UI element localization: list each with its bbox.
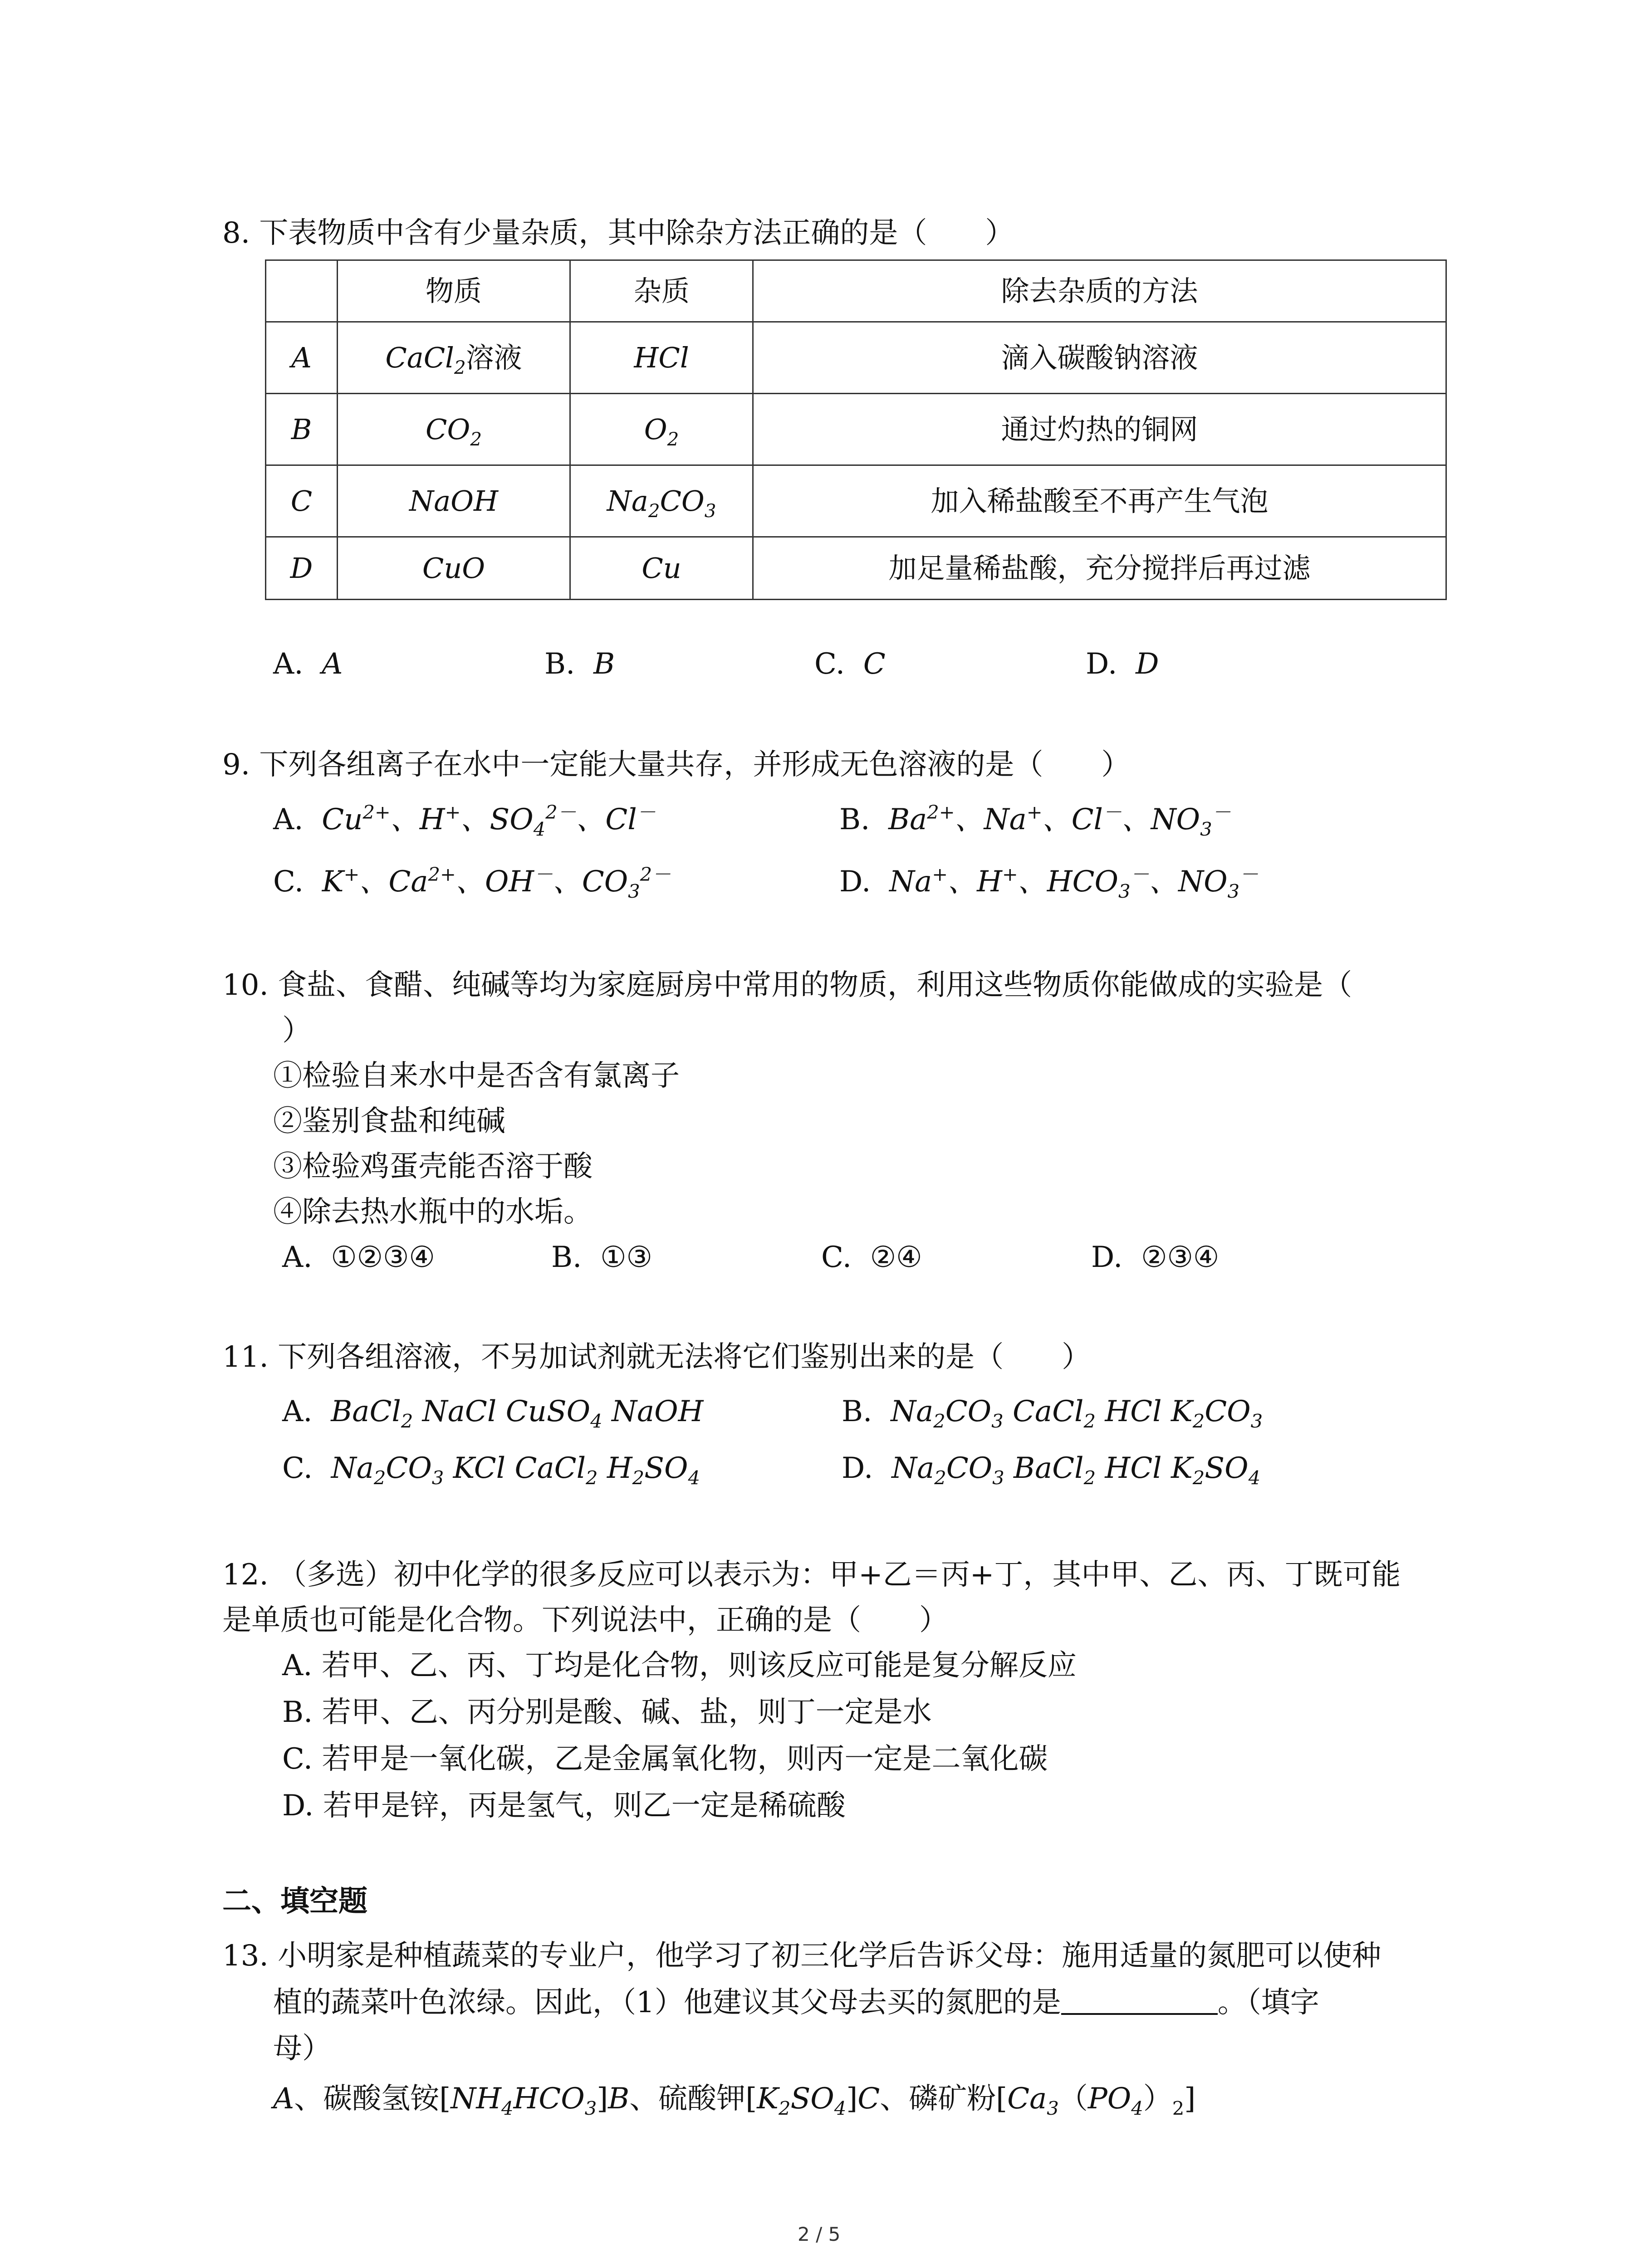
impurity-cell: $O_2$ [570,394,753,465]
q10-item: ④除去热水瓶中的水垢。 [273,1195,593,1229]
row-label: C [266,465,338,537]
q9-option-b[interactable]: B. $Ba^{2+}$、Na+、Cl－、$NO_3^-$ [839,801,1231,841]
q8-stem: 8. 下表物质中含有少量杂质，其中除杂方法正确的是（ ） [222,216,1014,250]
substance-cell: CaCl$_2$溶液 [338,322,570,394]
q10-item: ②鉴别食盐和纯碱 [273,1105,505,1138]
substance-cell: CuO [338,537,570,600]
q12-stem: 12. （多选）初中化学的很多反应可以表示为：甲+乙＝丙+丁，其中甲、乙、丙、丁既可能 [222,1558,1401,1592]
q13-line: 植的蔬菜叶色浓绿。因此，（1）他建议其父母去买的氮肥的是 。（填字 [273,1986,1319,2019]
q11-option-d[interactable]: D. $Na_2CO_3$ BaCl$_2$ HCl $K_2SO_4$ [842,1452,1261,1489]
q11-option-b[interactable]: B. $Na_2CO_3$ CaCl$_2$ HCl $K_2CO_3$ [842,1395,1263,1432]
header-cell: 物质 [338,260,570,322]
q9-option-a[interactable]: A. $Cu^{2+}$、H+、$SO_4^{2-}$、Cl－ [273,801,656,841]
q10-option-c[interactable]: C. ②④ [821,1241,922,1274]
q12-option-d[interactable]: D. 若甲是锌，丙是氢气，则乙一定是稀硫酸 [282,1789,846,1823]
impurity-cell: $Na_2CO_3$ [570,465,753,537]
method-cell: 加足量稀盐酸，充分搅拌后再过滤 [753,537,1446,600]
q10-option-a[interactable]: A. ①②③④ [282,1241,435,1274]
table-row [266,465,1446,537]
q10-option-b[interactable]: B. ①③ [551,1241,652,1274]
q11-stem: 11. 下列各组溶液，不另加试剂就无法将它们鉴别出来的是（ ） [222,1340,1091,1374]
q10-item: ③检验鸡蛋壳能否溶于酸 [273,1150,593,1183]
q8-table [265,259,1447,600]
table-header-row [266,260,1446,322]
q10-stem-cont: ） [282,1014,311,1047]
q8-option-d[interactable]: D. D [1086,647,1159,681]
row-label: D [266,537,338,600]
table-row [266,322,1446,394]
q10-stem: 10. 食盐、食醋、纯碱等均为家庭厨房中常用的物质，利用这些物质你能做成的实验是（ [222,968,1352,1002]
header-cell [266,260,338,322]
q9-option-d[interactable]: D. Na+、H+、$HCO_3^-$、$NO_3^-$ [839,863,1259,903]
q8-option-b[interactable]: B. B [544,647,615,681]
method-cell: 滴入碳酸钠溶液 [753,322,1446,394]
header-cell: 杂质 [570,260,753,322]
substance-cell: $CO_2$ [338,394,570,465]
q8-option-a[interactable]: A. A [273,647,343,681]
q10-item: ①检验自来水中是否含有氯离子 [273,1059,680,1093]
row-label: B [266,394,338,465]
q12-option-b[interactable]: B. 若甲、乙、丙分别是酸、碱、盐，则丁一定是水 [282,1696,932,1729]
q12-option-a[interactable]: A. 若甲、乙、丙、丁均是化合物，则该反应可能是复分解反应 [282,1649,1077,1682]
impurity-cell: Cu [570,537,753,600]
q13-answer-blank[interactable] [1061,1988,1218,2015]
q13-line: 母） [273,2032,331,2065]
q9-option-c[interactable]: C. K+、$Ca^{2+}$、OH－、$CO_3^{2-}$ [273,863,671,903]
q13-line: 13. 小明家是种植蔬菜的专业户，他学习了初三化学后告诉父母：施用适量的氮肥可以使种 [222,1939,1381,1973]
q12-stem-cont: 是单质也可能是化合物。下列说法中，正确的是（ ） [222,1603,948,1637]
row-label: A [266,322,338,394]
header-cell: 除去杂质的方法 [753,260,1446,322]
q11-option-c[interactable]: C. $Na_2CO_3$ KCl CaCl$_2$ $H_2SO_4$ [282,1452,700,1489]
impurity-cell: HCl [570,322,753,394]
method-cell: 通过灼热的铜网 [753,394,1446,465]
table-row [266,537,1446,600]
q9-stem: 9. 下列各组离子在水中一定能大量共存，并形成无色溶液的是（ ） [222,748,1131,782]
substance-cell: NaOH [338,465,570,537]
page-number: 2 / 5 [798,2223,841,2245]
q10-option-d[interactable]: D. ②③④ [1091,1241,1220,1274]
table-row [266,394,1446,465]
section-title: 二、填空题 [222,1885,367,1918]
method-cell: 加入稀盐酸至不再产生气泡 [753,465,1446,537]
q11-option-a[interactable]: A. BaCl$_2$ NaCl CuSO$_4$ NaOH [282,1395,704,1432]
q8-option-c[interactable]: C. C [814,647,886,681]
q12-option-c[interactable]: C. 若甲是一氧化碳，乙是金属氧化物，则丙一定是二氧化碳 [282,1742,1048,1776]
q13-fertilizer-options: A、碳酸氢铵$[NH_4HCO_3]B$、硫酸钾$[K_2SO_4]C$、磷矿粉$[Ca_3(PO_4)_2]$ [273,2082,1196,2120]
